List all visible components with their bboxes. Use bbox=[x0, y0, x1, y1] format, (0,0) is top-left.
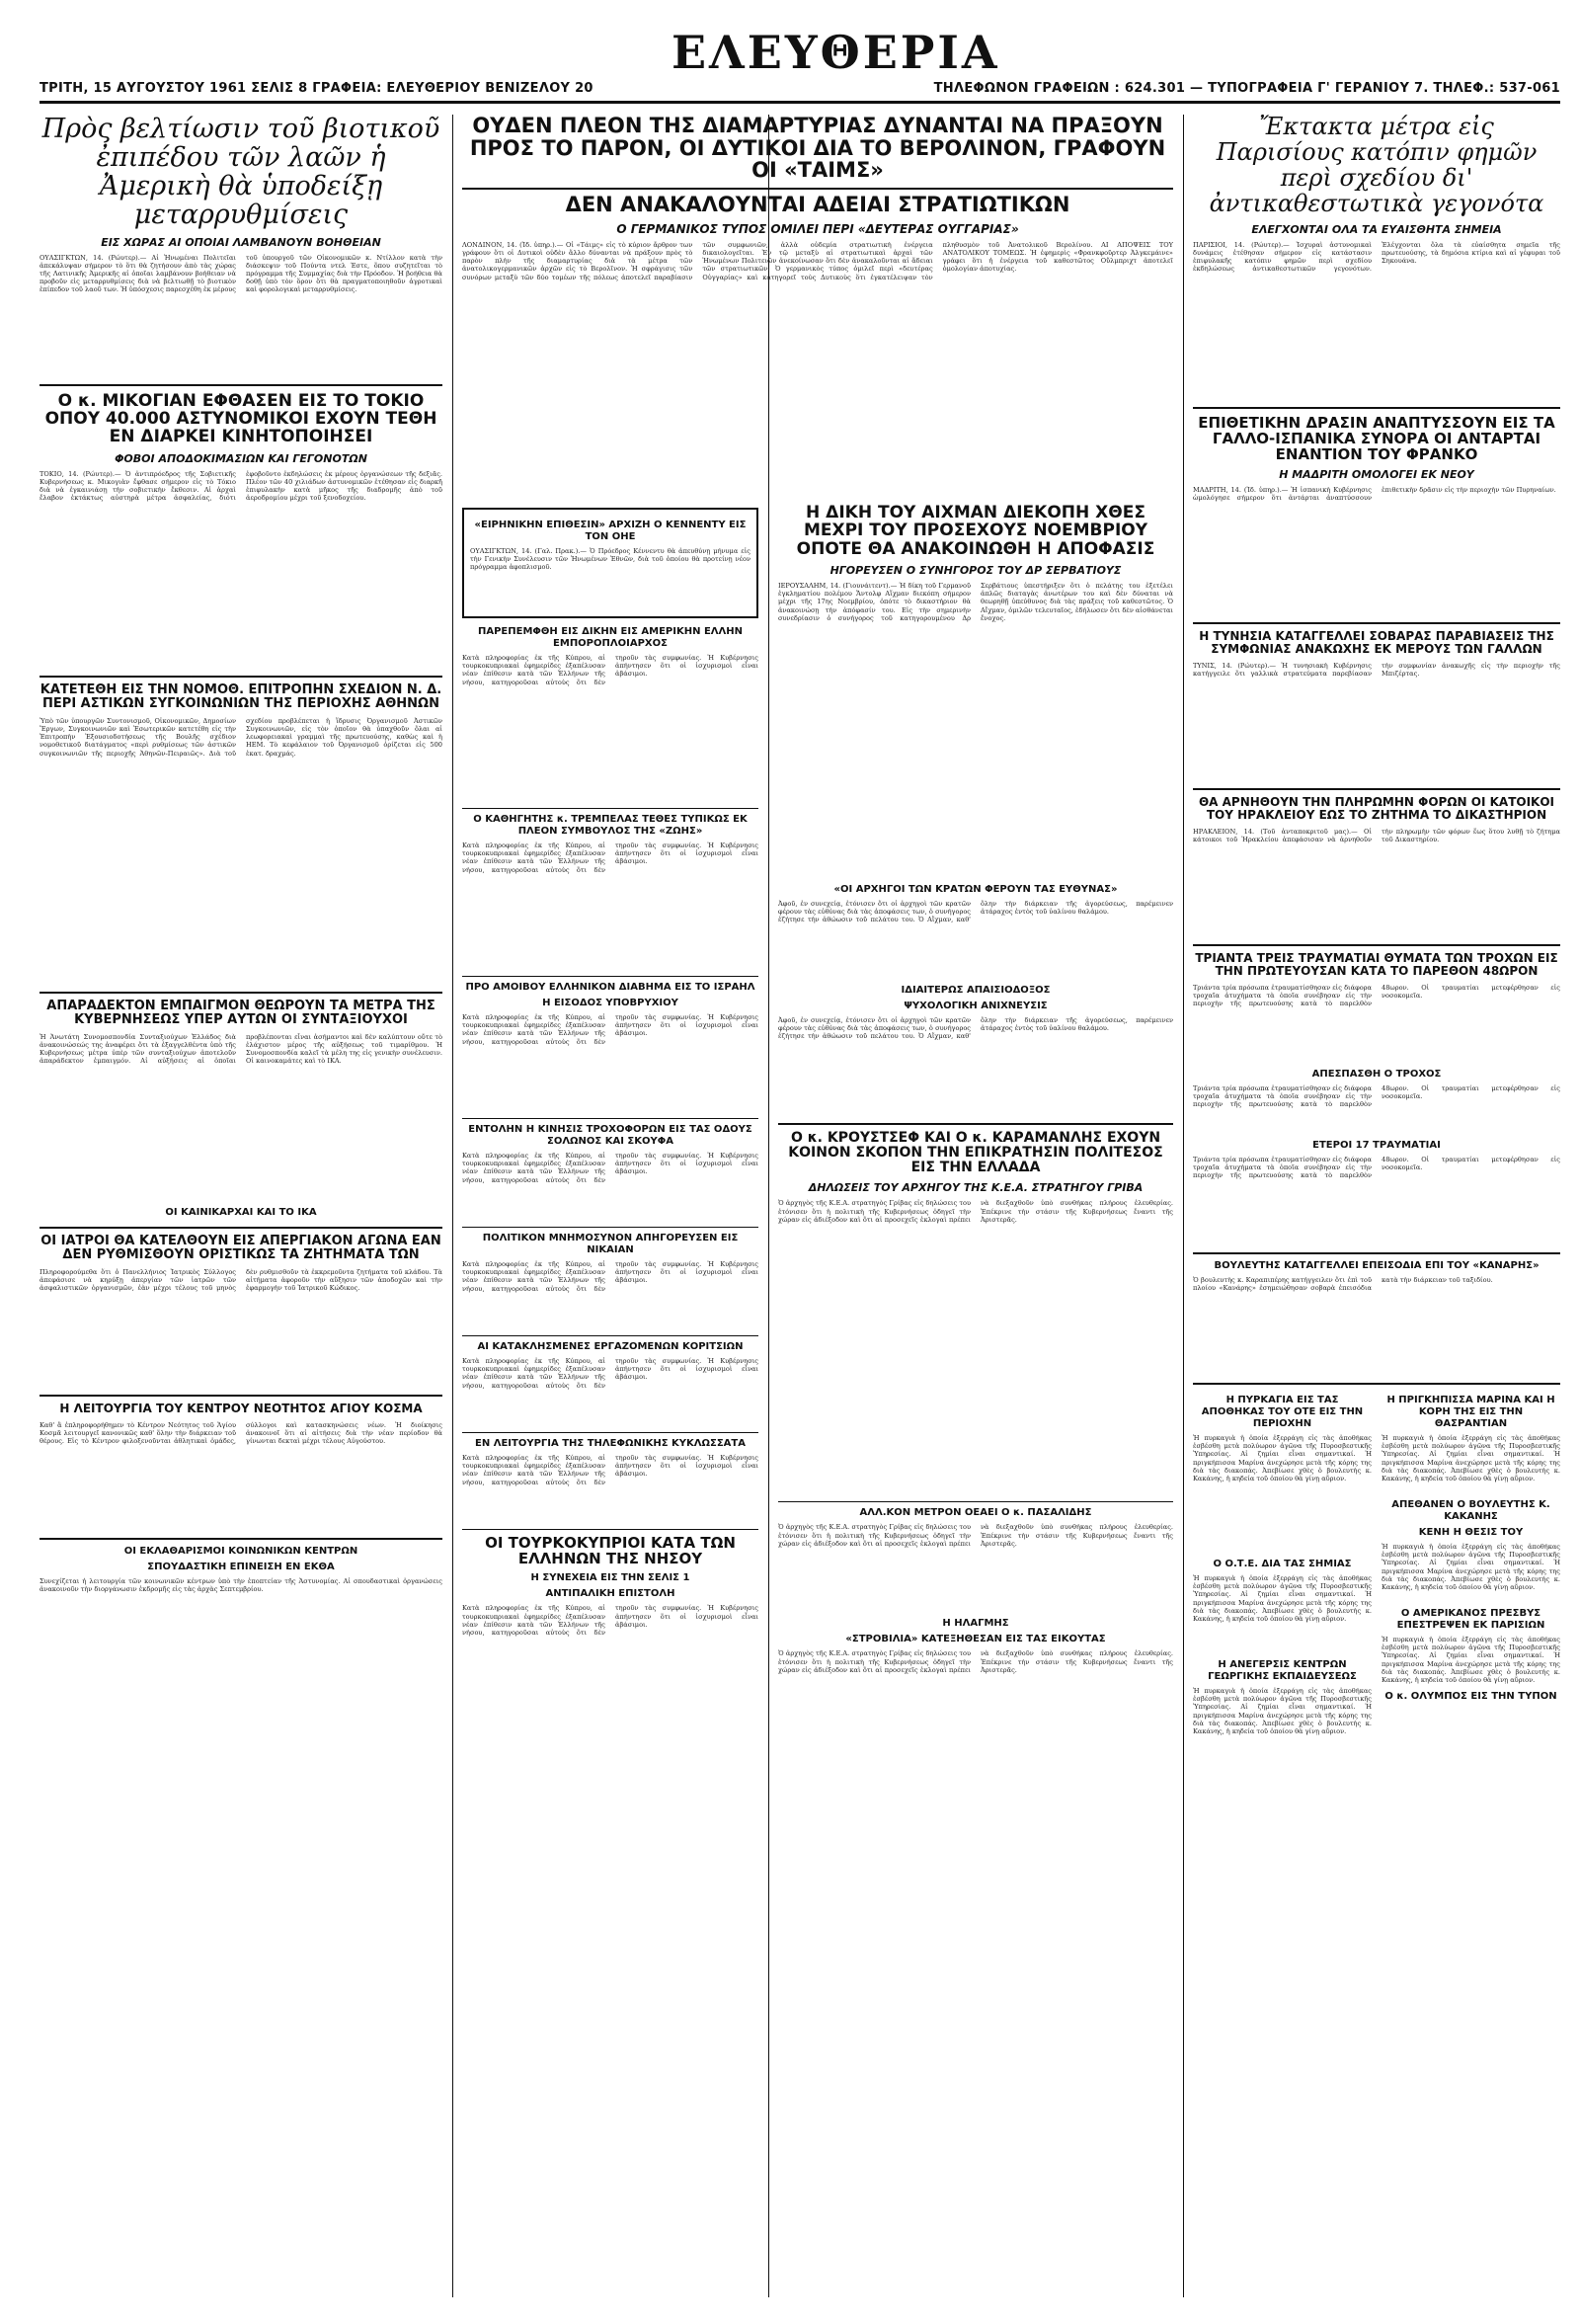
article-body: ΠΑΡΙΣΙΟΙ, 14. (Ρώυτερ).— Ἰσχυραὶ ἀστυνομικαὶ δυνάμεις ἐτέθησαν σήμερον εἰς κατάστασιν ἐπιφυλακῆς κατόπιν φημῶν περὶ σχεδίου ἐκδηλώσεως ἀντικαθεστωτικῶν γεγονότων. Ἐλέγχονται ὅλα τὰ εὐαίσθητα σημεῖα τῆς πρωτευούσης, τὰ δημόσια κτίρια καὶ αἱ γέφυραι τοῦ Σηκουάνα. bbox=[1193, 240, 1560, 274]
article-body: Καθ' ἃ ἐπληροφορήθημεν τὸ Κέντρον Νεότητος τοῦ Ἁγίου Κοσμᾶ λειτουργεῖ κανονικῶς καθ' ὅλην τὴν διάρκειαν τοῦ θέρους. Εἰς τὸ Κέντρον φιλοξενοῦνται ἀθλητικαὶ ὁμάδες, σύλλογοι καὶ κατασκηνώσεις νέων. Ἡ διοίκησις ἀνακοινοῖ ὅτι αἱ αἰτήσεις διὰ τὴν νέαν περίοδον θὰ γίνωνται δεκταὶ μέχρι τέλους Αὐγούστου. bbox=[40, 1420, 442, 1446]
column-rule bbox=[452, 115, 453, 2297]
headline: ΠΡΟ ΑΜΟΙΒΟΥ ΕΛΛΗΝΙΚΟΝ ΔΙΑΒΗΜΑ ΕΙΣ ΤΟ ΙΣΡΑΗΛ bbox=[465, 982, 755, 993]
subheadline: ΗΓΟΡΕΥΣΕΝ Ο ΣΥΝΗΓΟΡΟΣ ΤΟΥ ΔΡ ΣΕΡΒΑΤΙΟΥΣ bbox=[830, 564, 1122, 578]
headline: Ο κ. ΜΙΚΟΓΙΑΝ ΕΦΘΑΣΕΝ ΕΙΣ ΤΟ ΤΟΚΙΟ ΟΠΟΥ 40.000 ΑΣΤΥΝΟΜΙΚΟΙ ΕΧΟΥΝ ΤΕΘΗ ΕΝ ΔΙΑΡΚΕΙ ΚΙΝΗΤΟΠΟΙΗΣΕΙ bbox=[44, 390, 437, 447]
headline: Η ΔΙΚΗ ΤΟΥ ΑΙΧΜΑΝ ΔΙΕΚΟΠΗ ΧΘΕΣ ΜΕΧΡΙ ΤΟΥ ΠΡΟΣΕΧΟΥΣ ΝΟΕΜΒΡΙΟΥ ΟΠΟΤΕ ΘΑ ΑΝΑΚΟΙΝΩΘΗ Η ΑΠΟΦΑΣΙΣ bbox=[796, 503, 1155, 559]
article-body: Ἡ πυρκαγιὰ ἡ ὁποία ἐξερράγη εἰς τὰς ἀποθήκας ἐσβέσθη μετὰ πολύωρον ἀγῶνα τῆς Πυροσβεστικῆς Ὑπηρεσίας. Αἱ ζημίαι εἶναι σημαντικαί. Ἡ πριγκήπισσα Μαρίνα ἀνεχώρησε μετὰ τῆς κόρης της διὰ τὰς διακοπάς. Ἀπεβίωσε χθὲς ὁ βουλευτὴς κ. Κακάνης, ἡ κηδεία τοῦ ὁποίου θὰ γίνῃ αὔριον. bbox=[1382, 1542, 1560, 1591]
briefs-row bbox=[1193, 1391, 1560, 1752]
subheadline: ΨΥΧΟΛΟΓΙΚΗ ΑΝΙΧΝΕΥΣΙΣ bbox=[904, 1001, 1048, 1012]
subheadline: Η ΜΑΔΡΙΤΗ ΟΜΟΛΟΓΕΙ ΕΚ ΝΕΟΥ bbox=[1279, 468, 1474, 482]
headline: ΠΑΡΕΠΕΜΦΘΗ ΕΙΣ ΔΙΚΗΝ ΕΙΣ ΑΜΕΡΙΚΗΝ ΕΛΛΗΝ ΕΜΠΟΡΟΠΛΟΙΑΡΧΟΣ bbox=[477, 626, 744, 649]
article-body: Κατὰ πληροφορίας ἐκ τῆς Κύπρου, αἱ τουρκοκυπριακαὶ ἐφημερίδες ἐξαπέλυσαν νέαν ἐπίθεσιν κατὰ τῶν Ἑλλήνων τῆς νήσου, κατηγοροῦσαι αὐτοὺς ὅτι δὲν τηροῦν τὰς συμφωνίας. Ἡ Κυβέρνησις ἀπήντησεν ὅτι οἱ ἰσχυρισμοὶ εἶναι ἀβάσιμοι. bbox=[462, 1454, 758, 1486]
article-aid-reforms bbox=[40, 115, 442, 376]
headline: ΟΙ ΙΑΤΡΟΙ ΘΑ ΚΑΤΕΛΘΟΥΝ ΕΙΣ ΑΠΕΡΓΙΑΚΟΝ ΑΓΩΝΑ ΕΑΝ ΔΕΝ ΡΥΘΜΙΣΘΟΥΝ ΟΡΙΣΤΙΚΩΣ ΤΑ ΖΗΤΗΜΑΤΑ ΤΩΝ bbox=[40, 1233, 441, 1262]
article-body: Κατὰ πληροφορίας ἐκ τῆς Κύπρου, αἱ τουρκοκυπριακαὶ ἐφημερίδες ἐξαπέλυσαν νέαν ἐπίθεσιν κατὰ τῶν Ἑλλήνων τῆς νήσου, κατηγοροῦσαι αὐτοὺς ὅτι δὲν τηροῦν τὰς συμφωνίας. Ἡ Κυβέρνησις ἀπήντησεν ὅτι οἱ ἰσχυρισμοὶ εἶναι ἀβάσιμοι. bbox=[462, 1357, 758, 1390]
headline: Ο κ. ΚΡΟΥΣΤΣΕΦ ΚΑΙ Ο κ. ΚΑΡΑΜΑΝΛΗΣ ΕΧΟΥΝ ΚΟΙΝΟΝ ΣΚΟΠΟΝ ΤΗΝ ΕΠΙΚΡΑΤΗΣΙΝ ΠΟΛΙΤΕΣΟΣ ΕΙΣ ΤΗΝ ΕΛΛΑΔΑ bbox=[788, 1130, 1163, 1176]
subheadline: ΕΤΕΡΟΙ 17 ΤΡΑΥΜΑΤΙΑΙ bbox=[1312, 1139, 1441, 1151]
headline: ΘΑ ΑΡΝΗΘΟΥΝ ΤΗΝ ΠΛΗΡΩΜΗΝ ΦΟΡΩΝ ΟΙ ΚΑΤΟΙΚΟΙ ΤΟΥ ΗΡΑΚΛΕΙΟΥ ΕΩΣ ΤΟ ΖΗΤΗΜΑ ΤΟ ΔΙΚΑΣΤΗΡΙΟΝ bbox=[1198, 795, 1555, 823]
headline: Ο ΚΑΘΗΓΗΤΗΣ κ. ΤΡΕΜΠΕΛΑΣ ΤΕΘΕΣ ΤΥΠΙΚΩΣ ΕΚ ΠΛΕΟΝ ΣΥΜΒΟΥΛΟΣ ΤΗΣ «ΖΩΗΣ» bbox=[473, 814, 748, 837]
article-body: Ἀφοῦ, ἐν συνεχείᾳ, ἐτόνισεν ὅτι οἱ ἀρχηγοὶ τῶν κρατῶν φέρουν τὰς εὐθύνας διὰ τὰς ἀποφάσεις των, ὁ συνήγορος ἐζήτησε τὴν ἀθώωσιν τοῦ πελάτου του. Ὁ Αἴχμαν, καθ' ὅλην τὴν διάρκειαν τῆς ἀγορεύσεως, παρέμεινεν ἀτάραχος ἐντὸς τοῦ ὑαλίνου θαλάμου. bbox=[778, 1016, 1173, 1041]
article-body: Κατὰ πληροφορίας ἐκ τῆς Κύπρου, αἱ τουρκοκυπριακαὶ ἐφημερίδες ἐξαπέλυσαν νέαν ἐπίθεσιν κατὰ τῶν Ἑλλήνων τῆς νήσου, κατηγοροῦσαι αὐτοὺς ὅτι δὲν τηροῦν τὰς συμφωνίας. Ἡ Κυβέρνησις ἀπήντησεν ὅτι οἱ ἰσχυρισμοὶ εἶναι ἀβάσιμοι. bbox=[462, 654, 758, 686]
headline: Ἔκτακτα μέτρα εἰς Παρισίους κατόπιν φημῶν περὶ σχεδίου δι' ἀντικαθεστωτικὰ γεγονότα bbox=[1209, 113, 1544, 217]
phone-line: ΤΗΛΕΦΩΝΟΝ ΓΡΑΦΕΙΩΝ : 624.301 — ΤΥΠΟΓΡΑΦΕΙΑ Γ' ΓΕΡΑΝΙΟΥ 7. ΤΗΛΕΦ.: 537-061 bbox=[933, 81, 1560, 96]
article-doctors-strike bbox=[40, 1235, 442, 1387]
column-center-left bbox=[462, 504, 758, 1719]
column-rule bbox=[1183, 115, 1184, 2297]
article-body: Ἡ Ἀνωτάτη Συνομοσπονδία Συνταξιούχων Ἑλλάδος διὰ ἀνακοινώσεώς της ἀναφέρει ὅτι τὰ ἐξαγγελθέντα ὑπὸ τῆς Κυβερνήσεως μέτρα ὑπὲρ τῶν συνταξιούχων ἀποτελοῦν ἀπαράδεκτον ἐμπαιγμόν. Αἱ αὐξήσεις αἱ ὁποῖαι προβλέπονται εἶναι ἀσήμαντοι καὶ δὲν καλύπτουν οὔτε τὸ ἐλάχιστον μέρος τῆς αὐξήσεως τοῦ τιμαρίθμου. Ἡ Συνομοσπονδία καλεῖ τὰ μέλη της εἰς γενικὴν συνέλευσιν. Οἱ καινοκαμάτες καὶ τὸ ΙΚΑ. bbox=[40, 1032, 442, 1066]
article-body: Κατὰ πληροφορίας ἐκ τῆς Κύπρου, αἱ τουρκοκυπριακαὶ ἐφημερίδες ἐξαπέλυσαν νέαν ἐπίθεσιν κατὰ τῶν Ἑλλήνων τῆς νήσου, κατηγοροῦσαι αὐτοὺς ὅτι δὲν τηροῦν τὰς συμφωνίας. Ἡ Κυβέρνησις ἀπήντησεν ὅτι οἱ ἰσχυρισμοὶ εἶναι ἀβάσιμοι. bbox=[462, 1260, 758, 1293]
article-youth-center bbox=[40, 1402, 442, 1530]
article-body: ΜΑΔΡΙΤΗ, 14. (Ἰδ. ὑπηρ.).— Ἡ ἰσπανικὴ Κυβέρνησις ὡμολόγησε σήμερον ὅτι ἀντάρται ἀναπτύσσουν ἐπιθετικὴν δρᾶσιν εἰς τὴν περιοχὴν τῶν Πυρηναίων. bbox=[1193, 486, 1556, 503]
article-body: Τριάντα τρία πρόσωπα ἐτραυματίσθησαν εἰς διάφορα τροχαῖα ἀτυχήματα τὰ ὁποῖα συνέβησαν εἰς τὴν περιοχὴν τῆς πρωτευούσης κατὰ τὸ παρελθὸν 48ωρον. Οἱ τραυματίαι μετεφέρθησαν εἰς νοσοκομεῖα. bbox=[1193, 1083, 1560, 1109]
headline: ΠΟΛΙΤΙΚΟΝ ΜΝΗΜΟΣΥΝΟΝ ΑΠΗΓΟΡΕΥΣΕΝ ΕΙΣ ΝΙΚΑΙΑΝ bbox=[482, 1233, 739, 1255]
article-body: ΗΡΑΚΛΕΙΟΝ, 14. (Τοῦ ἀνταποκριτοῦ μας).— Οἱ κάτοικοι τοῦ Ἡρακλείου ἀπεφάσισαν νὰ ἀρνηθοῦν τὴν πληρωμὴν τῶν φόρων ἕως ὅτου λυθῇ τὸ ζήτημα τοῦ Δικαστηρίου. bbox=[1193, 828, 1560, 844]
headline: ΑΠΑΡΑΔΕΚΤΟΝ ΕΜΠΑΙΓΜΟΝ ΘΕΩΡΟΥΝ ΤΑ ΜΕΤΡΑ ΤΗΣ ΚΥΒΕΡΝΗΣΕΩΣ ΥΠΕΡ ΑΥΤΩΝ ΟΙ ΣΥΝΤΑΞΙΟΥΧΟΙ bbox=[46, 998, 435, 1027]
headline: ΑΝΤΙΠΑΛΙΚΗ ΕΠΙΣΤΟΛΗ bbox=[545, 1588, 675, 1600]
brief-column bbox=[1382, 1391, 1560, 1752]
headline-secondary: ΔΕΝ ΑΝΑΚΑΛΟΥΝΤΑΙ ΑΔΕΙΑΙ ΣΤΡΑΤΙΩΤΙΚΩΝ bbox=[462, 188, 1173, 216]
newspaper-title: ΕΛΕΥΘΕΡΙΑ bbox=[672, 26, 1000, 79]
article-mikoyan-tokyo bbox=[40, 392, 442, 668]
article-body: ΙΕΡΟΥΣΑΛΗΜ, 14. (Γιουνάιτεντ).— Ἡ δίκη τοῦ Γερμανοῦ ἐγκληματίου πολέμου Ἄντολφ Αἴχμαν διεκόπη σήμερον μέχρι τῆς 17ης Νοεμβρίου, ὁπότε τὸ δικαστήριον θὰ ἀνακοινώσῃ τὴν ἀπόφασίν του. Εἰς τὴν σημερινὴν συνεδρίασιν ὁ συνήγορος τοῦ κατηγορουμένου Δρ Σερβάτιους ὑπεστήριξεν ὅτι ὁ πελάτης του ἐξετέλει ἁπλῶς διαταγὰς ἀνωτέρων του καὶ δὲν δύναται νὰ θεωρηθῇ ὑπεύθυνος διὰ τὰς πράξεις τοῦ καθεστῶτος. Ὁ Αἴχμαν, ὁμιλῶν τελευταῖος, ἐδήλωσεν ὅτι δὲν αἰσθάνεται ἔνοχος. bbox=[778, 582, 1173, 622]
article-body: Συνεχίζεται ἡ λειτουργία τῶν κοινωνικῶν κέντρων ὑπὸ τὴν ἐποπτείαν τῆς Ἀστυνομίας. Αἱ σπουδαστικαὶ ὀργανώσεις ἀνακοινοῦν τὴν διοργάνωσιν ἐκδρομῆς εἰς τὰς ἀρχὰς Σεπτεμβρίου. bbox=[40, 1576, 442, 1594]
subheadline: Η ΗΛΑΓΜΗΣ bbox=[942, 1618, 1009, 1630]
article-social-centers bbox=[40, 1546, 442, 1637]
article-body: ΤΥΝΙΣ, 14. (Ρώυτερ).— Ἡ τυνησιακὴ Κυβέρνησις κατήγγειλε ὅτι γαλλικὰ στρατεύματα παρεβίασαν τὴν συμφωνίαν ἀνακωχῆς εἰς τὴν περιοχὴν τῆς Μπιζέρτας. bbox=[1193, 662, 1560, 679]
headline: ΤΡΙΑΝΤΑ ΤΡΕΙΣ ΤΡΑΥΜΑΤΙΑΙ ΘΥΜΑΤΑ ΤΩΝ ΤΡΟΧΩΝ ΕΙΣ ΤΗΝ ΠΡΩΤΕΥΟΥΣΑΝ ΚΑΤΑ ΤΟ ΠΑΡΕΘΟΝ 48ΩΡΟΝ bbox=[1195, 951, 1558, 978]
subheadline: ΚΕΝΗ Η ΘΕΣΙΣ ΤΟΥ bbox=[1418, 1526, 1524, 1538]
subheadline: ΟΙ ΚΑΙΝΙΚΑΡΧΑΙ ΚΑΙ ΤΟ ΙΚΑ bbox=[165, 1206, 317, 1218]
article-body: Ἡ πυρκαγιὰ ἡ ὁποία ἐξερράγη εἰς τὰς ἀποθήκας ἐσβέσθη μετὰ πολύωρον ἀγῶνα τῆς Πυροσβεστικῆς Ὑπηρεσίας. Αἱ ζημίαι εἶναι σημαντικαί. Ἡ πριγκήπισσα Μαρίνα ἀνεχώρησε μετὰ τῆς κόρης της διὰ τὰς διακοπάς. Ἀπεβίωσε χθὲς ὁ βουλευτὴς κ. Κακάνης, ἡ κηδεία τοῦ ὁποίου θὰ γίνῃ αὔριον. bbox=[1193, 1433, 1372, 1483]
article-body: Ἡ πυρκαγιὰ ἡ ὁποία ἐξερράγη εἰς τὰς ἀποθήκας ἐσβέσθη μετὰ πολύωρον ἀγῶνα τῆς Πυροσβεστικῆς Ὑπηρεσίας. Αἱ ζημίαι εἶναι σημαντικαί. Ἡ πριγκήπισσα Μαρίνα ἀνεχώρησε μετὰ τῆς κόρης της διὰ τὰς διακοπάς. Ἀπεβίωσε χθὲς ὁ βουλευτὴς κ. Κακάνης, ἡ κηδεία τοῦ ὁποίου θὰ γίνῃ αὔριον. bbox=[1193, 1686, 1372, 1735]
headline: Η ΛΕΙΤΟΥΡΓΙΑ ΤΟΥ ΚΕΝΤΡΟΥ ΝΕΟΤΗΤΟΣ ΑΓΙΟΥ ΚΟΣΜΑ bbox=[59, 1401, 423, 1415]
article-body: Κατὰ πληροφορίας ἐκ τῆς Κύπρου, αἱ τουρκοκυπριακαὶ ἐφημερίδες ἐξαπέλυσαν νέαν ἐπίθεσιν κατὰ τῶν Ἑλλήνων τῆς νήσου, κατηγοροῦσαι αὐτοὺς ὅτι δὲν τηροῦν τὰς συμφωνίας. Ἡ Κυβέρνησις ἀπήντησεν ὅτι οἱ ἰσχυρισμοὶ εἶναι ἀβάσιμοι. bbox=[462, 1013, 758, 1046]
article-body: Ὁ βουλευτὴς κ. Καραπιπέρης κατήγγειλεν ὅτι ἐπὶ τοῦ πλοίου «Κανάρης» ἐσημειώθησαν σοβαρὰ ἐπεισόδια κατὰ τὴν διάρκειαν τοῦ ταξιδίου. bbox=[1193, 1275, 1493, 1293]
headline: Πρὸς βελτίωσιν τοῦ βιοτικοῦ ἐπιπέδου τῶν λαῶν ἡ Ἀμερικὴ θὰ ὑποδείξῃ μεταρρυθμίσεις bbox=[41, 114, 440, 231]
subheadline: ΙΔΙΑΙΤΕΡΩΣ ΑΠΑΙΣΙΟΔΟΞΟΣ bbox=[901, 985, 1051, 997]
article-body: Ἡ πυρκαγιὰ ἡ ὁποία ἐξερράγη εἰς τὰς ἀποθήκας ἐσβέσθη μετὰ πολύωρον ἀγῶνα τῆς Πυροσβεστικῆς Ὑπηρεσίας. Αἱ ζημίαι εἶναι σημαντικαί. Ἡ πριγκήπισσα Μαρίνα ἀνεχώρησε μετὰ τῆς κόρης της διὰ τὰς διακοπάς. Ἀπεβίωσε χθὲς ὁ βουλευτὴς κ. Κακάνης, ἡ κηδεία τοῦ ὁποίου θὰ γίνῃ αὔριον. bbox=[1193, 1573, 1372, 1623]
headline: Ο Ο.Τ.Ε. ΔΙΑ ΤΑΣ ΣΗΜΙΑΣ bbox=[1213, 1558, 1352, 1569]
article-body: Κατὰ πληροφορίας ἐκ τῆς Κύπρου, αἱ τουρκοκυπριακαὶ ἐφημερίδες ἐξαπέλυσαν νέαν ἐπίθεσιν κατὰ τῶν Ἑλλήνων τῆς νήσου, κατηγοροῦσαι αὐτοὺς ὅτι δὲν τηροῦν τὰς συμφωνίας. Ἡ Κυβέρνησις ἀπήντησεν ὅτι οἱ ἰσχυρισμοὶ εἶναι ἀβάσιμοι. bbox=[462, 1152, 758, 1184]
article-body: Ἀφοῦ, ἐν συνεχείᾳ, ἐτόνισεν ὅτι οἱ ἀρχηγοὶ τῶν κρατῶν φέρουν τὰς εὐθύνας διὰ τὰς ἀποφάσεις των, ὁ συνήγορος ἐζήτησε τὴν ἀθώωσιν τοῦ πελάτου του. Ὁ Αἴχμαν, καθ' ὅλην τὴν διάρκειαν τῆς ἀγορεύσεως, παρέμεινεν ἀτάραχος ἐντὸς τοῦ ὑαλίνου θαλάμου. bbox=[778, 900, 1173, 924]
column-right bbox=[1193, 115, 1560, 1752]
article-body: Τριάντα τρία πρόσωπα ἐτραυματίσθησαν εἰς διάφορα τροχαῖα ἀτυχήματα τὰ ὁποῖα συνέβησαν εἰς τὴν περιοχὴν τῆς πρωτευούσης κατὰ τὸ παρελθὸν 48ωρον. Οἱ τραυματίαι μετεφέρθησαν εἰς νοσοκομεῖα. bbox=[1193, 983, 1560, 1008]
headline: «ΣΤΡΟΒΙΛΙΑ» ΚΑΤΕΞΗΘΕΣΑΝ ΕΙΣ ΤΑΣ ΕΙΚΟΥΤΑΣ bbox=[845, 1634, 1106, 1645]
lead-story-berlin bbox=[462, 115, 1173, 533]
subheadline: ΔΗΛΩΣΕΙΣ ΤΟΥ ΑΡΧΗΓΟΥ ΤΗΣ Κ.Ε.Α. ΣΤΡΑΤΗΓΟΥ ΓΡΙΒΑ bbox=[808, 1181, 1144, 1195]
headline: Η ΑΝΕΓΕΡΣΙΣ ΚΕΝΤΡΩΝ ΓΕΩΡΓΙΚΗΣ ΕΚΠΑΙΔΕΥΣΕΩΣ bbox=[1208, 1658, 1357, 1682]
article-body: Ὁ ἀρχηγὸς τῆς Κ.Ε.Α. στρατηγὸς Γρίβας εἰς δηλώσεις του ἐτόνισεν ὅτι ἡ πολιτικὴ τῆς Κυβερνήσεως ὁδηγεῖ τὴν χώραν εἰς ἀδιέξοδον καὶ ὅτι αἱ προσεχεῖς ἐκλογαὶ πρέπει νὰ διεξαχθοῦν ὑπὸ συνθήκας πλήρους ἐλευθερίας. Ἐπέκρινε τὴν στάσιν τῆς Κυβερνήσεως ἔναντι τῆς Ἀριστερᾶς. bbox=[778, 1523, 1173, 1548]
headline: «ΕΙΡΗΝΙΚΗΝ ΕΠΙΘΕΣΙΝ» ΑΡΧΙΖΗ Ο ΚΕΝΝΕΝΤΥ ΕΙΣ ΤΟΝ ΟΗΕ bbox=[474, 520, 747, 542]
subheadline: ΑΠΕΣΠΑΣΘΗ Ο ΤΡΟΧΟΣ bbox=[1311, 1068, 1442, 1080]
article-body: ΛΟΝΔΙΝΟΝ, 14. (Ἰδ. ὑπηρ.).— Οἱ «Τάιμς» εἰς τὸ κύριον ἄρθρον των γράφουν ὅτι οἱ Δυτικοὶ οὐδὲν ἄλλο δύνανται νὰ πράξουν πρὸς τὸ παρὸν πλὴν τῆς διαμαρτυρίας διὰ τὰ μέτρα τῶν ἀνατολικογερμανικῶν ἀρχῶν εἰς τὸ Βερολῖνον. Ἡ σφράγισις τῶν συνόρων μεταξὺ τῶν δύο τομέων τῆς πόλεως ἀποτελεῖ παραβίασιν τῶν συμφωνιῶν, ἀλλὰ οὐδεμία στρατιωτικὴ ἐνέργεια δικαιολογεῖται. Ἐν τῷ μεταξὺ αἱ στρατιωτικαὶ ἀρχαὶ τῶν Ἡνωμένων Πολιτειῶν ἀνεκοίνωσαν ὅτι δὲν ἀνακαλοῦνται αἱ ἄδειαι τῶν στρατιωτικῶν. Ὁ γερμανικὸς τύπος ὁμιλεῖ περὶ «δευτέρας Οὐγγαρίας» καὶ κατηγορεῖ τοὺς Δυτικοὺς ὅτι ἐγκατέλειψαν τὸν πληθυσμὸν τοῦ Ἀνατολικοῦ Βερολίνου. ΑΙ ΑΠΟΨΕΙΣ ΤΟΥ ΑΝΑΤΟΛΙΚΟΥ ΤΟΜΕΩΣ. Ἡ ἐφημερὶς «Φρανκφοῦρτερ Ἀλγκεμάινε» γράφει ὅτι ἡ ἐνέργεια τοῦ καθεστῶτος Οὔλμπριχτ ἀποτελεῖ ὁμολογίαν ἀποτυχίας. bbox=[462, 240, 1173, 281]
column-left bbox=[40, 115, 442, 1643]
article-body: ΟΥΑΣΙΓΚΤΩΝ, 14. (Γαλ. Πρακ.).— Ὁ Πρόεδρος Κέννεντυ θὰ ἀπευθύνῃ μήνυμα εἰς τὴν Γενικὴν Συνέλευσιν τῶν Ἡνωμένων Ἐθνῶν, διὰ τοῦ ὁποίου θὰ προτείνῃ νέον πρόγραμμα ἀφοπλισμοῦ. bbox=[470, 547, 750, 572]
subheadline: ΦΟΒΟΙ ΑΠΟΔΟΚΙΜΑΣΙΩΝ ΚΑΙ ΓΕΓΟΝΟΤΩΝ bbox=[115, 451, 367, 465]
headline: ΟΙ ΤΟΥΡΚΟΚΥΠΡΙΟΙ ΚΑΤΑ ΤΩΝ ΕΛΛΗΝΩΝ ΤΗΣ ΝΗΣΟΥ bbox=[485, 1534, 736, 1568]
article-body: Ὁ ἀρχηγὸς τῆς Κ.Ε.Α. στρατηγὸς Γρίβας εἰς δηλώσεις του ἐτόνισεν ὅτι ἡ πολιτικὴ τῆς Κυβερνήσεως ὁδηγεῖ τὴν χώραν εἰς ἀδιέξοδον καὶ ὅτι αἱ προσεχεῖς ἐκλογαὶ πρέπει νὰ διεξαχθοῦν ὑπὸ συνθήκας πλήρους ἐλευθερίας. Ἐπέκρινε τὴν στάσιν τῆς Κυβερνήσεως ἔναντι τῆς Ἀριστερᾶς. bbox=[778, 1649, 1173, 1674]
headline: ΕΠΙΘΕΤΙΚΗΝ ΔΡΑΣΙΝ ΑΝΑΠΤΥΣΣΟΥΝ ΕΙΣ ΤΑ ΓΑΛΛΟ-ΙΣΠΑΝΙΚΑ ΣΥΝΟΡΑ ΟΙ ΑΝΤΑΡΤΑΙ ΕΝΑΝΤΙΟΝ ΤΟΥ ΦΡΑΝΚΟ bbox=[1198, 413, 1555, 463]
headline: ΑΙ ΚΑΤΑΚΛΗΣΜΕΝΕΣ ΕΡΓΑΖΟΜΕΝΩΝ ΚΟΡΙΤΣΙΩΝ bbox=[477, 1341, 744, 1352]
headline: ΟΙ ΕΚΛΑΘΑΡΙΣΜΟΙ ΚΟΙΝΩΝΙΚΩΝ ΚΕΝΤΡΩΝ bbox=[123, 1545, 358, 1557]
brief-column bbox=[1193, 1391, 1372, 1752]
article-body: Κατὰ πληροφορίας ἐκ τῆς Κύπρου, αἱ τουρκοκυπριακαὶ ἐφημερίδες ἐξαπέλυσαν νέαν ἐπίθεσιν κατὰ τῶν Ἑλλήνων τῆς νήσου, κατηγοροῦσαι αὐτοὺς ὅτι δὲν τηροῦν τὰς συμφωνίας. Ἡ Κυβέρνησις ἀπήντησεν ὅτι οἱ ἰσχυρισμοὶ εἶναι ἀβάσιμοι. bbox=[462, 1604, 758, 1637]
headline: ΕΝΤΟΛΗΝ Η ΚΙΝΗΣΙΣ ΤΡΟΧΟΦΟΡΩΝ ΕΙΣ ΤΑΣ ΟΔΟΥΣ ΣΟΛΩΝΟΣ ΚΑΙ ΣΚΟΥΦΑ bbox=[468, 1124, 752, 1147]
article-body: Ἡ πυρκαγιὰ ἡ ὁποία ἐξερράγη εἰς τὰς ἀποθήκας ἐσβέσθη μετὰ πολύωρον ἀγῶνα τῆς Πυροσβεστικῆς Ὑπηρεσίας. Αἱ ζημίαι εἶναι σημαντικαί. Ἡ πριγκήπισσα Μαρίνα ἀνεχώρησε μετὰ τῆς κόρης της διὰ τὰς διακοπάς. Ἀπεβίωσε χθὲς ὁ βουλευτὴς κ. Κακάνης, ἡ κηδεία τοῦ ὁποίου θὰ γίνῃ αὔριον. bbox=[1382, 1433, 1560, 1483]
headline: ΒΟΥΛΕΥΤΗΣ ΚΑΤΑΓΓΕΛΛΕΙ ΕΠΕΙΣΟΔΙΑ ΕΠΙ ΤΟΥ «ΚΑΝΑΡΗΣ» bbox=[1214, 1259, 1540, 1271]
article-body: Κατὰ πληροφορίας ἐκ τῆς Κύπρου, αἱ τουρκοκυπριακαὶ ἐφημερίδες ἐξαπέλυσαν νέαν ἐπίθεσιν κατὰ τῶν Ἑλλήνων τῆς νήσου, κατηγοροῦσαι αὐτοὺς ὅτι δὲν τηροῦν τὰς συμφωνίας. Ἡ Κυβέρνησις ἀπήντησεν ὅτι οἱ ἰσχυρισμοὶ εἶναι ἀβάσιμοι. bbox=[462, 841, 758, 874]
article-transport-law bbox=[40, 683, 442, 984]
headline: Η ΠΥΡΚΑΓΙΑ ΕΙΣ ΤΑΣ ΑΠΟΘΗΚΑΣ ΤΟΥ ΟΤΕ ΕΙΣ ΤΗΝ ΠΕΡΙΟΧΗΝ bbox=[1201, 1394, 1364, 1429]
subheadline: Ο ΓΕΡΜΑΝΙΚΟΣ ΤΥΠΟΣ ΟΜΙΛΕΙ ΠΕΡΙ «ΔΕΥΤΕΡΑΣ ΟΥΓΓΑΡΙΑΣ» bbox=[616, 221, 1019, 236]
headline: ΕΝ ΛΕΙΤΟΥΡΓΙΑ ΤΗΣ ΤΗΛΕΦΩΝΙΚΗΣ ΚΥΚΛΩΣΣΑΤΑ bbox=[475, 1438, 746, 1449]
article-body: Ὁ ἀρχηγὸς τῆς Κ.Ε.Α. στρατηγὸς Γρίβας εἰς δηλώσεις του ἐτόνισεν ὅτι ἡ πολιτικὴ τῆς Κυβερνήσεως ὁδηγεῖ τὴν χώραν εἰς ἀδιέξοδον καὶ ὅτι αἱ προσεχεῖς ἐκλογαὶ πρέπει νὰ διεξαχθοῦν ὑπὸ συνθήκας πλήρους ἐλευθερίας. Ἐπέκρινε τὴν στάσιν τῆς Κυβερνήσεως ἔναντι τῆς Ἀριστερᾶς. bbox=[778, 1199, 1173, 1224]
masthead bbox=[40, 20, 1560, 104]
article-body: ΟΥΑΣΙΓΚΤΩΝ, 14. (Ρώυτερ).— Αἱ Ἡνωμέναι Πολιτεῖαι ἀπεκάλυψαν σήμερον τὸ ὅτι θὰ ζητήσουν ἀπὸ τὰς χώρας τῆς Λατινικῆς Ἀμερικῆς αἱ ὁποῖαι λαμβάνουν βοήθειαν νὰ προβοῦν εἰς μεταρρυθμίσεις διὰ νὰ βελτιωθῇ τὸ βιοτικὸν ἐπίπεδον τοῦ λαοῦ των. Ἡ ὑπόσχεσις παρεσχέθη ἐκ μέρους τοῦ ὑπουργοῦ τῶν Οἰκονομικῶν κ. Ντίλλον κατὰ τὴν διάσκεψιν τοῦ Πούντα ντελ Έστε, ὅπου συζητεῖται τὸ πρόγραμμα τῆς Συμμαχίας διὰ τὴν Πρόοδον. Ἡ βοήθεια θὰ δοθῇ ὑπὸ τὸν ὅρον ὅτι θὰ πραγματοποιηθοῦν ἀγροτικαὶ καὶ φορολογικαὶ μεταρρυθμίσεις. bbox=[40, 253, 442, 294]
article-body: ΤΟΚΙΟ, 14. (Ρώυτερ).— Ὁ ἀντιπρόεδρος τῆς Σοβιετικῆς Κυβερνήσεως κ. Μικογιὰν ἔφθασε σήμερον εἰς τὸ Τόκιο διὰ νὰ ἐγκαινιάσῃ τὴν σοβιετικὴν ἔκθεσιν. Αἱ ἀρχαὶ ἔλαβον ἐκτάκτως αὐστηρὰ μέτρα ἀσφαλείας, διότι ἐφοβοῦντο ἐκδηλώσεις ἐκ μέρους ὀργανώσεων τῆς δεξιᾶς. Πλέον τῶν 40 χιλιάδων ἀστυνομικῶν ἐτέθησαν εἰς διαρκῆ ἐπιφυλακὴν κατὰ μῆκος τῆς διαδρομῆς ἀπὸ τοῦ ἀεροδρομίου μέχρι τοῦ ξενοδοχείου. bbox=[40, 469, 442, 503]
headline: Η ΤΥΝΗΣΙΑ ΚΑΤΑΓΓΕΛΛΕΙ ΣΟΒΑΡΑΣ ΠΑΡΑΒΙΑΣΕΙΣ ΤΗΣ ΣΥΜΦΩΝΙΑΣ ΑΝΑΚΩΧΗΣ ΕΚ ΜΕΡΟΥΣ ΤΩΝ ΓΑΛΛΩΝ bbox=[1199, 629, 1554, 657]
article-body: Πληροφορούμεθα ὅτι ὁ Πανελλήνιος Ἰατρικὸς Σύλλογος ἀπεφάσισε νὰ κηρύξῃ ἀπεργίαν τῶν ἰατρῶν τῶν ἀσφαλιστικῶν ὀργανισμῶν, ἐὰν μέχρι τέλους τοῦ μηνὸς δὲν ρυθμισθοῦν τὰ ἐκκρεμοῦντα ζητήματα τοῦ κλάδου. Τὰ αἰτήματα ἀφοροῦν τὴν αὔξησιν τῶν ἀποδοχῶν καὶ τὴν ἐφαρμογὴν τοῦ Ἰατρικοῦ Κώδικος. bbox=[40, 1267, 442, 1293]
headline: ΣΠΟΥΔΑΣΤΙΚΗ ΕΠΙΝΕΙΣΗ ΕΝ ΕΚΘΑ bbox=[147, 1561, 335, 1572]
subheadline: Η ΕΙΣΟΔΟΣ ΥΠΟΒΡΥΧΙΟΥ bbox=[542, 998, 678, 1008]
headline: Ο κ. ΟΛΥΜΠΟΣ ΕΙΣ ΤΗΝ ΤΥΠΟΝ bbox=[1384, 1690, 1557, 1702]
headline: ΑΛΛ.ΚΟΝ ΜΕΤΡΟΝ ΟΕΑΕΙ Ο κ. ΠΑΣΑΛΙΔΗΣ bbox=[859, 1507, 1092, 1519]
subheadline: Η ΣΥΝΕΧΕΙΑ ΕΙΣ ΤΗΝ ΣΕΛΙΣ 1 bbox=[530, 1572, 690, 1584]
article-pensioners bbox=[40, 1000, 442, 1219]
headline: Η ΠΡΙΓΚΗΠΙΣΣΑ ΜΑΡΙΝΑ ΚΑΙ Η ΚΟΡΗ ΤΗΣ ΕΙΣ ΤΗΝ ΘΑΣΡΑΝΤΙΑΝ bbox=[1386, 1394, 1555, 1429]
newspaper-page bbox=[40, 20, 1560, 2301]
article-body: Ὑπὸ τῶν ὑπουργῶν Συντονισμοῦ, Οἰκονομικῶν, Δημοσίων Ἔργων, Συγκοινωνιῶν καὶ Ἐσωτερικῶν κατετέθη εἰς τὴν Ἐπιτροπὴν Ἐξουσιοδοτήσεως τῆς Βουλῆς σχέδιον νομοθετικοῦ διατάγματος «περὶ ρυθμίσεως τῶν ἀστικῶν συγκοινωνιῶν τῆς περιοχῆς Ἀθηνῶν-Πειραιῶς». Διὰ τοῦ σχεδίου προβλέπεται ἡ ἵδρυσις Ὀργανισμοῦ Ἀστικῶν Συγκοινωνιῶν, εἰς τὸν ὁποῖον θὰ ὑπαχθοῦν ὅλαι αἱ λεωφορειακαὶ γραμμαὶ τῆς πρωτευούσης, καθὼς καὶ ἡ ΗΕΜ. Τὸ κεφάλαιον τοῦ Ὀργανισμοῦ ὁρίζεται εἰς 500 ἑκατ. δραχμάς. bbox=[40, 716, 442, 758]
headline: ΑΠΕΘΑΝΕΝ Ο ΒΟΥΛΕΥΤΗΣ Κ. ΚΑΚΑΝΗΣ bbox=[1391, 1498, 1550, 1522]
headline: ΚΑΤΕΤΕΘΗ ΕΙΣ ΤΗΝ ΝΟΜΟΘ. ΕΠΙΤΡΟΠΗΝ ΣΧΕΔΙΟΝ Ν. Δ. ΠΕΡΙ ΑΣΤΙΚΩΝ ΣΥΓΚΟΙΝΩΝΙΩΝ ΤΗΣ ΠΕΡΙΟΧΗΣ ΑΘΗΝΩΝ bbox=[40, 681, 442, 711]
boxed-article-kennedy bbox=[462, 508, 758, 618]
subheadline: ΕΛΕΓΧΟΝΤΑΙ ΟΛΑ ΤΑ ΕΥΑΙΣΘΗΤΑ ΣΗΜΕΙΑ bbox=[1251, 222, 1502, 236]
headline: Ο ΑΜΕΡΙΚΑΝΟΣ ΠΡΕΣΒΥΣ ΕΠΕΣΤΡΕΨΕΝ ΕΚ ΠΑΡΙΣΙΩΝ bbox=[1396, 1607, 1545, 1631]
date-line: ΤΡΙΤΗ, 15 ΑΥΓΟΥΣΤΟΥ 1961 ΣΕΛΙΣ 8 ΓΡΑΦΕΙΑ: ΕΛΕΥΘΕΡΙΟΥ ΒΕΝΙΖΕΛΟΥ 20 bbox=[40, 81, 593, 96]
column-center bbox=[778, 504, 1173, 1754]
headline: ΟΥΔΕΝ ΠΛΕΟΝ ΤΗΣ ΔΙΑΜΑΡΤΥΡΙΑΣ ΔΥΝΑΝΤΑΙ ΝΑ ΠΡΑΞΟΥΝ ΠΡΟΣ ΤΟ ΠΑΡΟΝ, ΟΙ ΔΥΤΙΚΟΙ ΔΙΑ ΤΟ ΒΕΡΟΛΙΝΟΝ, ΓΡΑΦΟΥΝ ΟΙ «ΤΑΙΜΣ» bbox=[469, 114, 1166, 183]
headline: «ΟΙ ΑΡΧΗΓΟΙ ΤΩΝ ΚΡΑΤΩΝ ΦΕΡΟΥΝ ΤΑΣ ΕΥΘΥΝΑΣ» bbox=[833, 884, 1118, 896]
subheadline: ΕΙΣ ΧΩΡΑΣ ΑΙ ΟΠΟΙΑΙ ΛΑΜΒΑΝΟΥΝ ΒΟΗΘΕΙΑΝ bbox=[101, 235, 381, 249]
article-body: Ἡ πυρκαγιὰ ἡ ὁποία ἐξερράγη εἰς τὰς ἀποθήκας ἐσβέσθη μετὰ πολύωρον ἀγῶνα τῆς Πυροσβεστικῆς Ὑπηρεσίας. Αἱ ζημίαι εἶναι σημαντικαί. Ἡ πριγκήπισσα Μαρίνα ἀνεχώρησε μετὰ τῆς κόρης της διὰ τὰς διακοπάς. Ἀπεβίωσε χθὲς ὁ βουλευτὴς κ. Κακάνης, ἡ κηδεία τοῦ ὁποίου θὰ γίνῃ αὔριον. bbox=[1382, 1635, 1560, 1684]
article-body: Τριάντα τρία πρόσωπα ἐτραυματίσθησαν εἰς διάφορα τροχαῖα ἀτυχήματα τὰ ὁποῖα συνέβησαν εἰς τὴν περιοχὴν τῆς πρωτευούσης κατὰ τὸ παρελθὸν 48ωρον. Οἱ τραυματίαι μετεφέρθησαν εἰς νοσοκομεῖα. bbox=[1193, 1155, 1560, 1180]
